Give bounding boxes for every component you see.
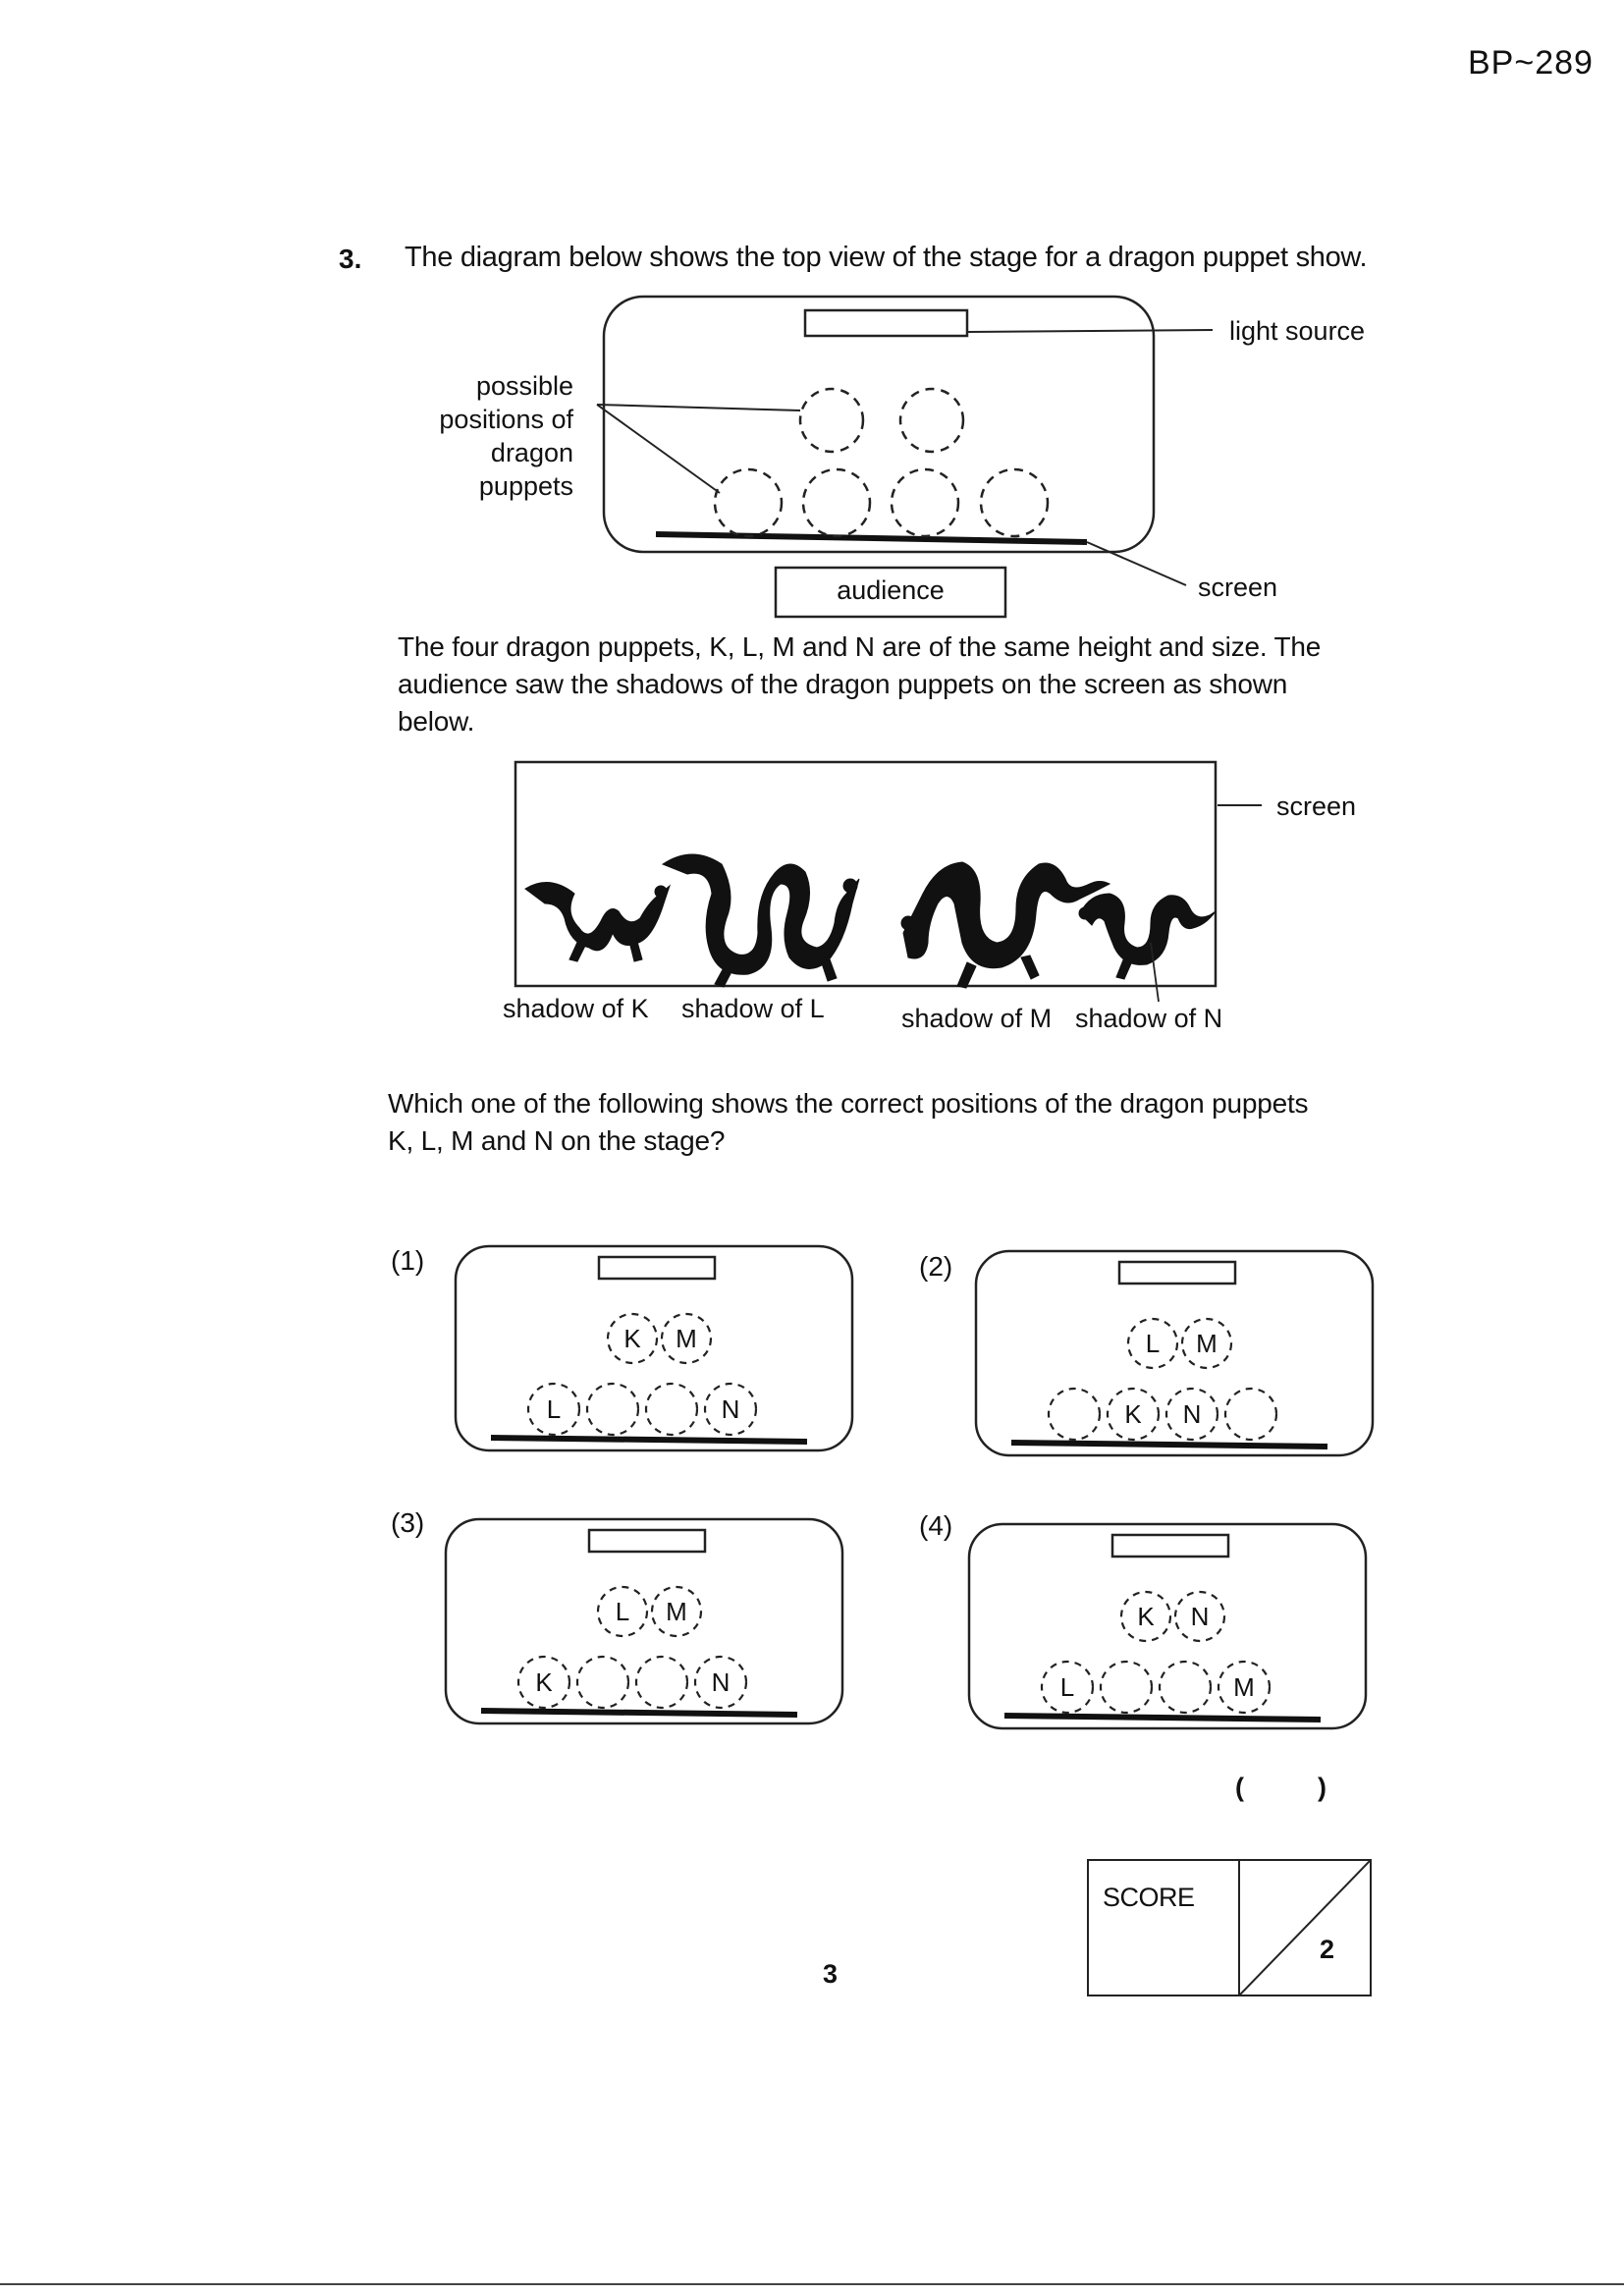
option-puppet-letter: M bbox=[676, 1324, 697, 1353]
option-position-circle bbox=[1160, 1662, 1211, 1713]
light-source-label: light source bbox=[1229, 316, 1366, 346]
screen-pointer bbox=[1087, 542, 1186, 585]
option-stage-outline bbox=[456, 1246, 852, 1450]
option-puppet-letter: N bbox=[1190, 1602, 1210, 1631]
question-prompt bbox=[388, 1085, 1419, 1160]
score-diagonal bbox=[1240, 1861, 1370, 1995]
description-paragraph bbox=[398, 629, 1380, 740]
option-puppet-letter: L bbox=[615, 1597, 630, 1626]
possible-positions-label bbox=[412, 369, 573, 503]
positions-pointer bbox=[597, 405, 720, 493]
answer-brackets[interactable]: ( ) bbox=[1235, 1773, 1326, 1802]
score-label: SCORE bbox=[1103, 1883, 1195, 1912]
option-screen-bar bbox=[491, 1438, 807, 1442]
shadow-n-label: shadow of N bbox=[1075, 1004, 1223, 1033]
screen-rect bbox=[515, 762, 1216, 986]
option-screen-bar bbox=[1004, 1716, 1321, 1720]
possible-positions-line: dragon bbox=[490, 438, 573, 467]
option-position-circle bbox=[646, 1384, 697, 1435]
position-circle bbox=[715, 469, 782, 536]
score-max: 2 bbox=[1320, 1935, 1335, 1964]
dragon-shadow-n bbox=[1079, 894, 1216, 979]
option-stage-outline bbox=[976, 1251, 1373, 1455]
question-number: 3. bbox=[339, 244, 362, 274]
option-puppet-letter: K bbox=[623, 1324, 641, 1353]
possible-positions-line: positions of bbox=[439, 405, 573, 434]
option-puppet-letter: N bbox=[1182, 1399, 1202, 1429]
option-puppet-letter: M bbox=[1233, 1672, 1255, 1702]
option-light-source bbox=[1119, 1262, 1235, 1284]
stage-diagram bbox=[0, 0, 1624, 629]
light-source-pointer bbox=[967, 330, 1213, 332]
option-position-circle bbox=[1049, 1389, 1100, 1440]
option-stage-diagram[interactable] bbox=[974, 1249, 1377, 1460]
option-puppet-letter: M bbox=[1196, 1329, 1218, 1358]
option-screen-bar bbox=[481, 1711, 797, 1715]
position-circle bbox=[981, 469, 1048, 536]
page-bottom-line bbox=[0, 2283, 1624, 2285]
option-stage-diagram[interactable] bbox=[967, 1522, 1370, 1733]
paragraph-line: audience saw the shadows of the dragon puppets on the screen as shown bbox=[398, 669, 1288, 699]
question-intro: The diagram below shows the top view of the stage for a dragon puppet show. bbox=[405, 242, 1368, 273]
position-circle bbox=[892, 469, 958, 536]
possible-positions-line: puppets bbox=[478, 471, 573, 501]
shadow-k-label: shadow of K bbox=[503, 994, 649, 1023]
option-light-source bbox=[599, 1257, 715, 1279]
option-stage-diagram[interactable] bbox=[454, 1244, 856, 1455]
option-number[interactable]: (3) bbox=[391, 1507, 425, 1538]
position-circle bbox=[803, 469, 870, 536]
shadow-l-label: shadow of L bbox=[681, 994, 825, 1023]
positions-pointer bbox=[597, 405, 800, 410]
option-position-circle bbox=[587, 1384, 638, 1435]
option-position-circle bbox=[1225, 1389, 1276, 1440]
option-screen-bar bbox=[1011, 1443, 1327, 1447]
score-box bbox=[1087, 1859, 1372, 1996]
option-stage-outline bbox=[446, 1519, 842, 1723]
option-puppet-letter: K bbox=[535, 1667, 553, 1697]
option-puppet-letter: M bbox=[666, 1597, 687, 1626]
prompt-line: K, L, M and N on the stage? bbox=[388, 1125, 726, 1156]
option-puppet-letter: N bbox=[721, 1394, 740, 1424]
option-number[interactable]: (1) bbox=[391, 1245, 425, 1276]
light-source-rect bbox=[805, 310, 967, 336]
option-number[interactable]: (4) bbox=[919, 1510, 953, 1541]
option-position-circle bbox=[577, 1657, 628, 1708]
document-code: BP~289 bbox=[1468, 44, 1594, 82]
option-puppet-letter: L bbox=[1145, 1329, 1161, 1358]
option-stage-diagram[interactable] bbox=[444, 1517, 846, 1728]
dragon-shadow-l bbox=[663, 854, 859, 987]
option-position-circle bbox=[636, 1657, 687, 1708]
option-position-circle bbox=[1101, 1662, 1152, 1713]
option-stage-outline bbox=[969, 1524, 1366, 1728]
dragon-shadow-k bbox=[525, 883, 670, 961]
position-circle bbox=[900, 389, 963, 452]
position-circle bbox=[800, 389, 863, 452]
option-puppet-letter: L bbox=[546, 1394, 562, 1424]
possible-positions-line: possible bbox=[475, 371, 573, 401]
option-puppet-letter: L bbox=[1059, 1672, 1075, 1702]
paragraph-line: below. bbox=[398, 706, 475, 737]
screen-label: screen bbox=[1198, 573, 1278, 602]
audience-label: audience bbox=[837, 575, 945, 605]
option-puppet-letter: K bbox=[1137, 1602, 1155, 1631]
option-light-source bbox=[1112, 1535, 1228, 1557]
option-light-source bbox=[589, 1530, 705, 1552]
option-puppet-letter: K bbox=[1124, 1399, 1142, 1429]
page-number: 3 bbox=[823, 1959, 839, 1989]
screen-bar bbox=[656, 534, 1087, 542]
dragon-shadow-m bbox=[901, 862, 1110, 988]
option-number[interactable]: (2) bbox=[919, 1251, 953, 1282]
shadow-m-label: shadow of M bbox=[901, 1004, 1053, 1033]
option-puppet-letter: N bbox=[711, 1667, 731, 1697]
screen-label-2: screen bbox=[1276, 792, 1357, 821]
paragraph-line: The four dragon puppets, K, L, M and N are of the same height and size. The bbox=[398, 631, 1322, 662]
prompt-line: Which one of the following shows the correct positions of the dragon puppets bbox=[388, 1088, 1309, 1119]
